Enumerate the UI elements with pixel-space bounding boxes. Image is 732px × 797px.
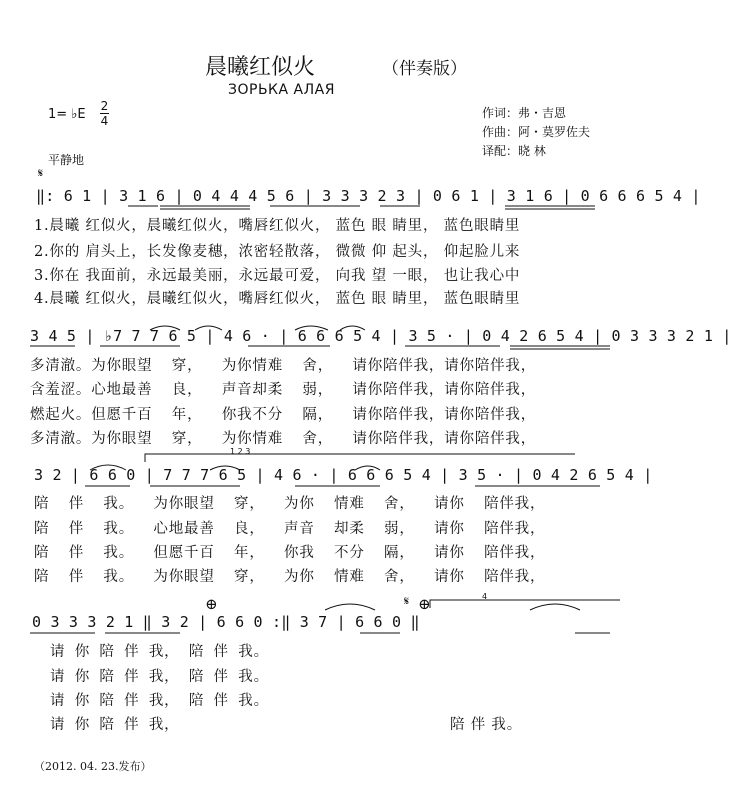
segno-symbol: 𝄋	[38, 166, 44, 180]
russian-title: ЗОРЬКА АЛАЯ	[228, 82, 335, 98]
lyric-line-4-verse-2: 请 你 陪 伴 我， 陪 伴 我。	[50, 669, 269, 685]
slur	[355, 466, 380, 470]
final-lyric-ending: 陪 伴 我。	[450, 717, 523, 733]
volta-bracket	[145, 454, 575, 462]
slur	[210, 466, 240, 470]
volta-bracket	[430, 600, 620, 608]
slur	[340, 326, 365, 330]
slur	[295, 326, 328, 330]
song-title: 晨曦红似火	[205, 55, 316, 80]
lyric-line-3-verse-3: 陪 伴 我。 但愿千百 年， 你我 不分 隔， 请你 陪伴我，	[34, 545, 546, 561]
coda-symbol-2: ⊕	[418, 595, 431, 613]
slur	[195, 326, 222, 330]
slur	[150, 326, 180, 330]
publish-date: （2012. 04. 23.发布）	[34, 760, 152, 773]
lyric-line-1-verse-2: 2.你的 肩头上，长发像麦穗，浓密轻散落， 微微 仰 起头， 仰起脸儿来	[34, 244, 521, 260]
lyric-line-4-verse-1: 请 你 陪 伴 我， 陪 伴 我。	[50, 644, 269, 660]
lyric-line-4-verse-4: 请 你 陪 伴 我，	[50, 717, 180, 733]
notation-line-4: 0 3 3 3 2 1 ‖ 3 2 | 6 6 0 :‖ 3 7 | 6 6 0 ‖	[32, 613, 420, 631]
credit-lyricist: 作词：弗・吉恩	[482, 106, 567, 120]
credit-arranger: 译配：晓 林	[482, 144, 546, 158]
key-signature: 1= ♭E	[48, 107, 86, 122]
credit-composer: 作曲：阿・莫罗佐夫	[482, 125, 591, 139]
notation-line-3: 3 2 | 6 6 0 | 7 7 7 6 5 | 4 6 · | 6 6 6 5 4 | 3 5 · | 0 4 2 6 5 4 |	[34, 466, 653, 484]
notation-line-1: ‖: 6 1 | 3 1 6 | 0 4 4 4 5 6 | 3 3 3 2 3 | 0 6 1 | 3 1 6 | 0 6 6 6 5 4 |	[36, 187, 701, 205]
version-subtitle: （伴奏版）	[382, 59, 467, 79]
lyric-line-3-verse-2: 陪 伴 我。 心地最善 良， 声音 却柔 弱， 请你 陪伴我，	[34, 521, 546, 537]
coda-symbol-1: ⊕	[205, 595, 218, 613]
lyric-line-1-verse-4: 4.晨曦 红似火，晨曦红似火，嘴唇红似火， 蓝色 眼 睛里， 蓝色眼睛里	[34, 291, 521, 307]
tempo-marking: 平静地	[48, 153, 85, 167]
lyric-line-2-verse-3: 燃起火。但愿千百 年， 你我不分 隔， 请你陪伴我，请你陪伴我，	[30, 407, 537, 423]
notation-line-2: 3 4 5 | ♭7 7 7 6 5 | 4 6 · | 6 6 6 5 4 | 3 5 · | 0 4 2 6 5 4 | 0 3 3 3 2 1 |	[30, 327, 732, 345]
volta-4-label: 4	[482, 592, 488, 601]
lyric-line-2-verse-2: 含羞涩。心地最善 良， 声音却柔 弱， 请你陪伴我，请你陪伴我，	[30, 382, 537, 398]
lyric-line-1-verse-1: 1.晨曦 红似火，晨曦红似火，嘴唇红似火， 蓝色 眼 睛里， 蓝色眼睛里	[34, 218, 521, 234]
time-signature-bottom: 4	[100, 114, 109, 128]
lyric-line-3-verse-1: 陪 伴 我。 为你眼望 穿， 为你 情难 舍， 请你 陪伴我，	[34, 496, 546, 512]
lyric-line-2-verse-1: 多清澈。为你眼望 穿， 为你情难 舍， 请你陪伴我，请你陪伴我，	[30, 358, 537, 374]
volta-1-2-3-label: 1 2 3	[230, 447, 251, 456]
slur	[90, 465, 126, 470]
segno-symbol-end: 𝄋	[404, 594, 410, 608]
slur	[530, 604, 580, 610]
lyric-line-2-verse-4: 多清澈。为你眼望 穿， 为你情难 舍， 请你陪伴我，请你陪伴我，	[30, 431, 537, 447]
time-signature-top: 2	[100, 99, 109, 113]
lyric-line-4-verse-3: 请 你 陪 伴 我， 陪 伴 我。	[50, 693, 269, 709]
slur	[325, 604, 375, 610]
lyric-line-3-verse-4: 陪 伴 我。 为你眼望 穿， 为你 情难 舍， 请你 陪伴我，	[34, 569, 546, 585]
lyric-line-1-verse-3: 3.你在 我面前，永远最美丽，永远最可爱， 向我 望 一眼， 也让我心中	[34, 268, 521, 284]
